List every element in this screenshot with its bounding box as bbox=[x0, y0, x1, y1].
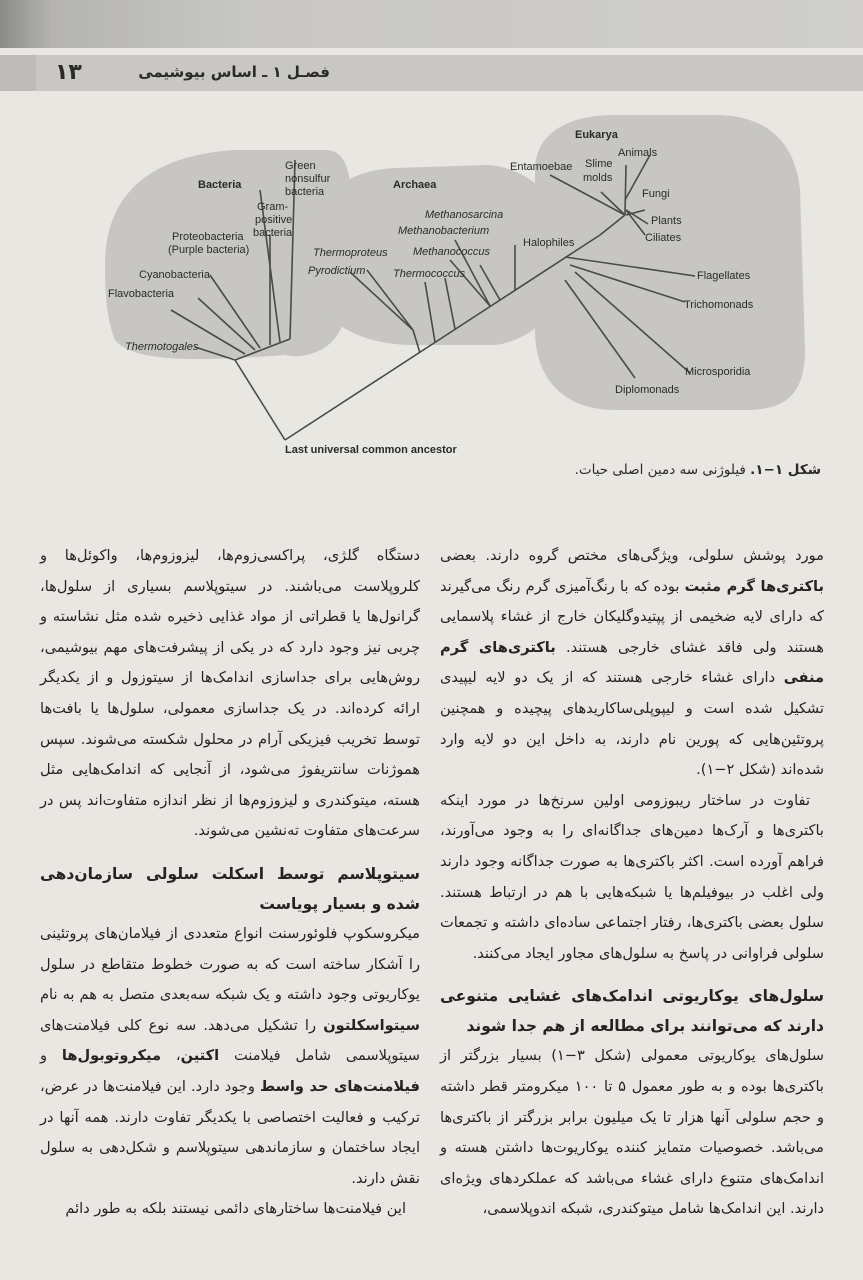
top-border-strip bbox=[0, 0, 863, 48]
term-microtubules: میکروتوبول‌ها bbox=[61, 1047, 162, 1065]
text-run: وجود دارد. این فیلامنت‌ها در عرض، ترکیب و فعالیت اختصاصی با یکدیگر تفاوت دارند. همه آنها در ایجاد ساختمان و سازماندهی سیتوپلاسم و شکل‌دهی به سلول نقش دارند. bbox=[40, 1077, 420, 1187]
label-ciliates: Ciliates bbox=[645, 232, 682, 244]
text-run: میکروسکوپ فلوئورسنت انواع متعددی از فیلامان‌های پروتئینی را آشکار ساخته است که به صورت خطوط متقاطع در سلول یوکاریوتی وجود داشته و یک شبکه سه‌بعدی متصل به هم به نام bbox=[40, 924, 420, 1004]
running-header bbox=[0, 55, 863, 91]
label-fungi: Fungi bbox=[642, 188, 670, 200]
label-green-nonsulfur-3: bacteria bbox=[285, 186, 325, 198]
label-animals: Animals bbox=[618, 147, 658, 159]
label-thermoproteus: Thermoproteus bbox=[313, 247, 388, 259]
chapter-title: فصـل ۱ ـ اساس بیوشیمی bbox=[138, 63, 330, 81]
paragraph: تفاوت در ساختار ریبوزومی اولین سرنخ‌ها در مورد اینکه باکتری‌ها و آرک‌ها دمین‌های جداگانه‌ای را به وجود می‌آورند، فراهم آورده است. اکثر باکتری‌ها به صورت جداگانه وجود دارند ولی اغلب در بیوفیلم‌ها یا شبکه‌هایی با هم در ارتباط هستند. سلول بعضی باکتری‌ها، رفتار اجتماعی ساده‌ای داشته و تجمعات سلولی فراوانی در پاسخ به سلول‌های مجاور ایجاد می‌کنند. bbox=[440, 791, 824, 962]
eukarya-group-title: Eukarya bbox=[575, 129, 618, 141]
caption-label: شکل ۱−۱. bbox=[750, 462, 821, 478]
label-cyanobacteria: Cyanobacteria bbox=[139, 269, 210, 281]
label-flavobacteria: Flavobacteria bbox=[108, 288, 175, 300]
text-run: را تشکیل می‌دهد. سه نوع کلی فیلامنت‌های سیتوپلاسمی شامل فیلامنت bbox=[40, 1016, 420, 1065]
right-text-column bbox=[440, 541, 824, 1225]
paragraph bbox=[40, 919, 420, 1194]
archaea-group-title: Archaea bbox=[393, 179, 437, 191]
phylogeny-figure bbox=[95, 110, 825, 470]
page-number: ۱۳ bbox=[55, 60, 82, 85]
text-run: ، bbox=[161, 1047, 181, 1065]
label-pyrodictium: Pyrodictium bbox=[308, 265, 366, 277]
section-heading: سیتوپلاسم توسط اسکلت سلولی سازمان‌دهی شده و بسیار پویاست bbox=[40, 864, 420, 913]
label-gram-positive-3: bacteria bbox=[253, 227, 293, 239]
term-actin: اکتین bbox=[180, 1047, 220, 1065]
paragraph: سلول‌های یوکاریوتی معمولی (شکل ۳−۱) بسیار بزرگتر از باکتری‌ها بوده و به طور معمول ۵ تا ۱۰۰ میکرومتر قطر داشته و حجم سلولی آنها هزار تا یک میلیون برابر بزرگتر از باکتری‌ها می‌باشد. خصوصیات متمایز کننده یوکاریوت‌ها داشتن هسته و اندامک‌های متنوع دارای غشاء می‌باشد که عملکردهای ویژه‌ای دارند. این اندامک‌ها شامل میتوکندری، شبکه اندوپلاسمی، bbox=[440, 1047, 824, 1218]
text-run: دارای غشاء خارجی هستند که از یک دو لایه لیپیدی تشکیل شده است و لیپوپلی‌ساکاریدهای پیچیده و همچنین پروتئین‌هایی که پورین نام دارند، به داخل این دو لایه وارد شده‌اند (شکل ۲−۱). bbox=[440, 669, 824, 779]
label-proteobacteria-2: (Purple bacteria) bbox=[168, 244, 250, 256]
label-slime-molds-2: molds bbox=[583, 172, 613, 184]
bacteria-group-title: Bacteria bbox=[198, 179, 242, 191]
eukarya-domain-blob bbox=[535, 115, 805, 410]
label-thermococcus: Thermococcus bbox=[393, 268, 466, 280]
text-run: بوده که با رنگ‌آمیزی گرم رنگ می‌گیرند که دارای لایه ضخیمی از پپتیدوگلیکان خارج از غشاء پلاسمایی هستند ولی فاقد غشای خارجی هستند. bbox=[440, 577, 824, 656]
figure-caption bbox=[575, 462, 821, 478]
left-text-column bbox=[40, 541, 420, 1225]
term-intermediate-filaments: فیلامنت‌های حد واسط bbox=[259, 1077, 420, 1095]
label-green-nonsulfur-1: Green bbox=[285, 160, 316, 172]
label-methanococcus: Methanococcus bbox=[413, 246, 491, 258]
label-gram-positive-2: positive bbox=[255, 214, 293, 226]
section-heading: سلول‌های یوکاریوتی اندامک‌های غشایی متنوعی دارند که می‌توانند برای مطالعه از هم جدا شوند bbox=[440, 987, 824, 1036]
term-gram-positive: باکتری‌ها گرم مثبت bbox=[684, 577, 825, 595]
text-run: مورد پوشش سلولی، ویژگی‌های مختص گروه دارند. بعضی bbox=[440, 547, 824, 564]
label-green-nonsulfur-2: nonsulfur bbox=[285, 173, 331, 185]
label-trichomonads: Trichomonads bbox=[684, 299, 754, 311]
label-flagellates: Flagellates bbox=[697, 270, 751, 282]
label-luca: Last universal common ancestor bbox=[285, 444, 457, 456]
caption-text: فیلوژنی سه دمین اصلی حیات. bbox=[574, 462, 751, 478]
label-halophiles: Halophiles bbox=[523, 237, 575, 249]
phylogeny-tree-svg bbox=[95, 110, 825, 470]
text-run: و bbox=[40, 1047, 62, 1065]
label-methanobacterium: Methanobacterium bbox=[398, 225, 490, 237]
label-proteobacteria-1: Proteobacteria bbox=[172, 231, 244, 243]
label-plants: Plants bbox=[651, 215, 682, 227]
term-gram-negative: باکتری‌های گرم منفی bbox=[440, 638, 824, 687]
label-diplomonads: Diplomonads bbox=[615, 384, 680, 396]
label-thermotogales: Thermotogales bbox=[125, 341, 199, 353]
label-gram-positive-1: Gram- bbox=[257, 201, 289, 213]
label-methanosarcina: Methanosarcina bbox=[425, 209, 504, 221]
paragraph: این فیلامنت‌ها ساختارهای دائمی نیستند بلکه به طور دائم bbox=[65, 1200, 406, 1218]
label-microsporidia: Microsporidia bbox=[685, 366, 751, 378]
paragraph: دستگاه گلژی، پراکسی‌زوم‌ها، لیزوزوم‌ها، واکوئل‌ها و کلروپلاست می‌باشند. در سیتوپلاسم بسیاری از سلول‌ها، گرانول‌ها یا قطراتی از مواد غذایی ذخیره شده مثل نشاسته و چربی نیز وجود دارد که در یکی از پیشرفت‌های مهم بیوشیمی، روش‌هایی برای جداسازی اندامک‌ها از سیتوزول و از یکدیگر ارائه کرده‌اند. در یک جداسازی معمولی، سلول‌ها یا بافت‌ها توسط تخریب فیزیکی آرام در محلول شکسته می‌شوند. سپس هموژنات سانتریفوژ می‌شود، از آنجایی که اندامک‌هایی مثل هسته، میتوکندری و لیزوزوم‌ها از نظر اندازه متفاوت‌اند پس در سرعت‌های متفاوت ته‌نشین می‌شوند. bbox=[40, 547, 420, 840]
term-cytoskeleton: سیتواسکلتون bbox=[323, 1016, 420, 1034]
paragraph bbox=[440, 541, 824, 786]
label-slime-molds-1: Slime bbox=[585, 158, 613, 170]
label-entamoebae: Entamoebae bbox=[510, 161, 573, 173]
